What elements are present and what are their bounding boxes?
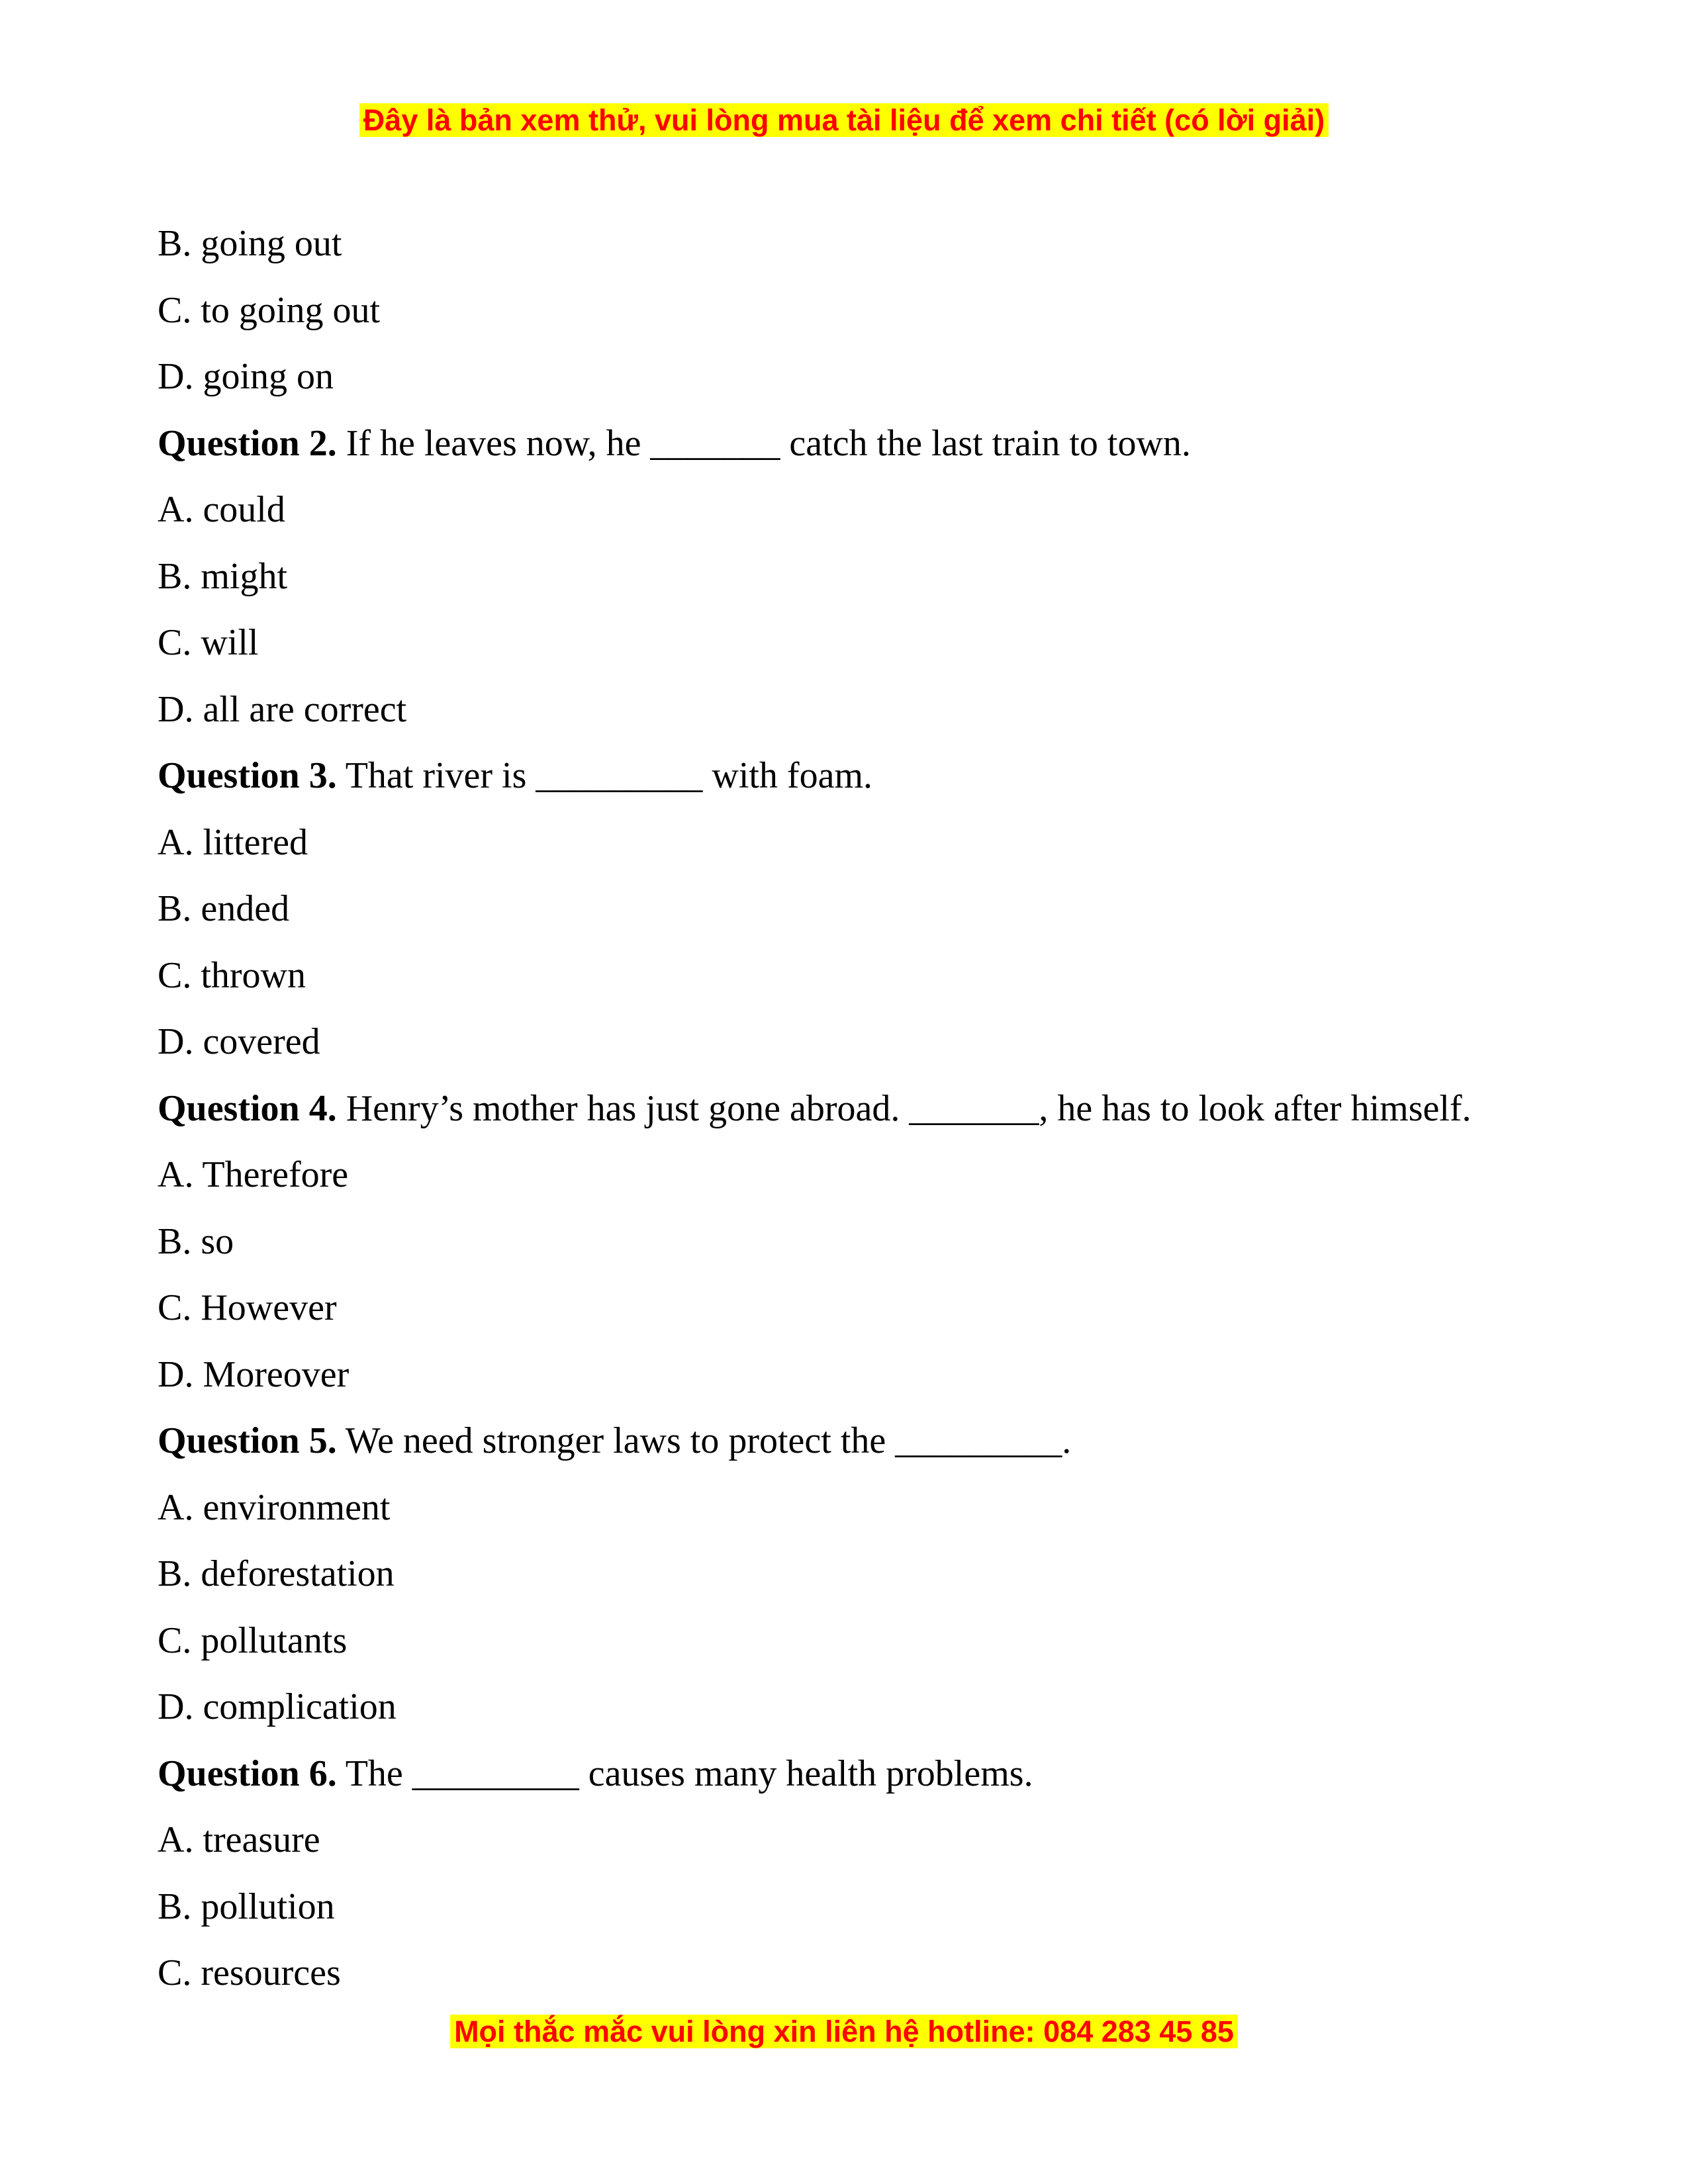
q3-option-c: C. thrown: [158, 954, 306, 996]
question-6: [158, 1741, 1587, 1807]
question-label: Question 2.: [158, 422, 337, 464]
q3-option-d: D. covered: [158, 1021, 320, 1062]
q1-option-b: B. going out: [158, 223, 342, 264]
question-4: [158, 1075, 1587, 1142]
q2-option-a: A. could: [158, 489, 285, 530]
question-2: [158, 410, 1587, 477]
question-label: Question 3.: [158, 755, 337, 796]
question-text: Henry’s mother has just gone abroad. _______, he has to look after himself.: [336, 1087, 1472, 1129]
question-label: Question 5.: [158, 1420, 337, 1461]
question-text: If he leaves now, he _______ catch the last train to town.: [336, 422, 1191, 464]
question-3: [158, 743, 1587, 809]
preview-notice-banner: [0, 99, 1688, 142]
q4-option-c: C. However: [158, 1287, 337, 1328]
q5-option-d: D. complication: [158, 1686, 397, 1727]
q4-option-d: D. Moreover: [158, 1353, 350, 1395]
question-text: The _________ causes many health problems.: [336, 1752, 1033, 1794]
hotline-banner: [0, 2011, 1688, 2053]
preview-notice-text: Đây là bản xem thử, vui lòng mua tài liệu để xem chi tiết (có lời giải): [359, 103, 1329, 137]
q1-option-c: C. to going out: [158, 289, 381, 331]
question-list: [158, 210, 1587, 2007]
question-text: That river is _________ with foam.: [336, 755, 872, 796]
q1-option-d: D. going on: [158, 356, 334, 397]
q6-option-a: A. treasure: [158, 1819, 320, 1860]
question-5: [158, 1408, 1587, 1475]
q2-option-b: B. might: [158, 555, 288, 597]
question-label: Question 6.: [158, 1752, 337, 1794]
q4-option-a: A. Therefore: [158, 1154, 349, 1195]
q3-option-a: A. littered: [158, 821, 308, 863]
q5-option-a: A. environment: [158, 1486, 391, 1528]
hotline-text: Mọi thắc mắc vui lòng xin liên hệ hotline: 084 283 45 85: [450, 2015, 1238, 2048]
q2-option-d: D. all are correct: [158, 688, 407, 730]
question-text: We need stronger laws to protect the _________.: [336, 1420, 1072, 1461]
q4-option-b: B. so: [158, 1220, 234, 1262]
q2-option-c: C. will: [158, 622, 259, 663]
question-label: Question 4.: [158, 1087, 337, 1129]
q6-option-b: B. pollution: [158, 1886, 335, 1927]
q6-option-c: C. resources: [158, 1952, 341, 1993]
q3-option-b: B. ended: [158, 888, 290, 929]
q5-option-b: B. deforestation: [158, 1553, 395, 1594]
q5-option-c: C. pollutants: [158, 1619, 348, 1661]
